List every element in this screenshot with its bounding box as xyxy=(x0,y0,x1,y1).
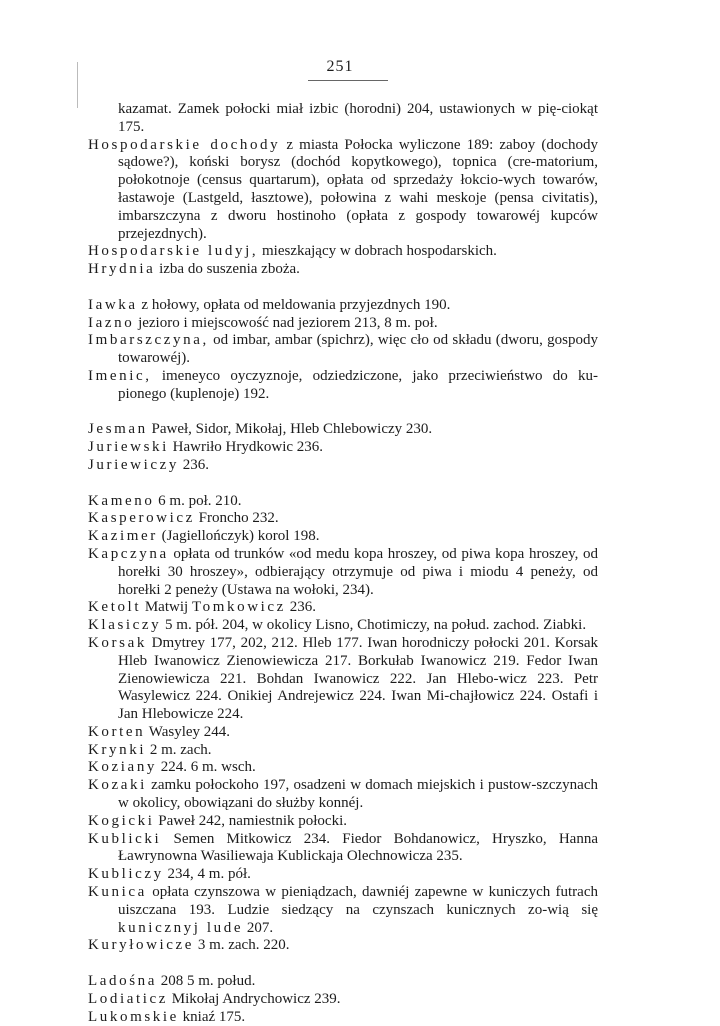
index-entry-korten xyxy=(88,724,598,742)
entry-headword: Lukomskie xyxy=(88,1008,179,1025)
entry-spaced-term: kunicznyj lude xyxy=(118,919,244,936)
index-entry-lukomskie xyxy=(88,1009,598,1026)
entry-headword: Juriewski xyxy=(88,439,169,456)
entry-text: zamku połockoho 197, osadzeni w domach miejskich i pustow-szczynach w okolicy, obowiązani do służby konnéj. xyxy=(118,777,598,812)
index-entry-kozaki xyxy=(88,777,598,813)
index-entry-ladosna xyxy=(88,973,598,991)
entry-text: Wasyley 244. xyxy=(145,723,231,740)
index-entry-juriewiczy xyxy=(88,457,598,475)
entry-text: imeneyco oyczyznoje, odziedziczone, jako przeciwieństwo do ku-pionego (kuplenoje) 192. xyxy=(118,367,598,402)
index-entry-kurylowicze xyxy=(88,937,598,955)
entry-headword: Hrydnia xyxy=(88,261,156,278)
entry-headword: Kunica xyxy=(88,884,147,901)
entry-headword: Kogicki xyxy=(88,812,155,829)
entry-headword: Kazimer xyxy=(88,528,158,545)
entry-headword: Kublicki xyxy=(88,830,162,847)
index-entry-iazno xyxy=(88,315,598,333)
entry-text: mieszkający w dobrach hospodarskich. xyxy=(258,243,497,260)
entry-headword: Kubliczy xyxy=(88,866,164,883)
entry-headword: Korsak xyxy=(88,634,147,651)
entry-text: opłata od trunków «od medu kopa hroszey, od piwa kopa hroszey, od horełki 30 hroszey», odbierający otrzymuje od piwa i miodu 4 peneży, od horełki 2 peneży (Ustawa na wołoki, 234). xyxy=(118,545,598,598)
section-gap xyxy=(88,279,598,297)
entry-headword: Kuryłowicze xyxy=(88,937,195,954)
index-entry-jesman xyxy=(88,421,598,439)
index-entry-kazamat xyxy=(88,101,598,137)
index-entry-kapczyna xyxy=(88,546,598,599)
entry-text: Mikołaj Andrychowicz 239. xyxy=(168,990,341,1007)
index-text xyxy=(88,101,598,1026)
index-entry-kunica xyxy=(88,884,598,937)
entry-headword: Hospodarskie ludyj, xyxy=(88,243,259,260)
entry-text: Paweł, Sidor, Mikołaj, Hleb Chlebowiczy 230. xyxy=(147,421,433,438)
entry-text: Matwij xyxy=(141,599,192,616)
index-entry-ketolt xyxy=(88,599,598,617)
entry-headword: Lodiaticz xyxy=(88,990,169,1007)
margin-mark xyxy=(77,62,78,108)
index-entry-klasiczy xyxy=(88,617,598,635)
index-entry-krynki xyxy=(88,742,598,760)
entry-text: Semen Mitkowicz 234. Fiedor Bohdanowicz, Hryszko, Hanna Ławrynowna Wasiliewaja Kublickaja Olechnowicza 235. xyxy=(118,830,598,865)
index-entry-kazimer xyxy=(88,528,598,546)
entry-text: z miasta Połocka wyliczone 189: zaboy (dochody sądowe?), koński borysz (dochód kopytkowego), topnica (cre-matorium, połokotnoje (census quartarum), opłata od sprzedaży łokcio-wych towarów, łastawoje (Lastgeld, łasztowe), połowina z wahi meskoje (pensa civitatis), imbarszczyna z dworu hostinoho (opłata z gospody towarowéj kupców przejezdnych). xyxy=(118,136,598,242)
entry-text: Paweł 242, namiestnik połocki. xyxy=(154,812,348,829)
section-gap xyxy=(88,475,598,493)
index-entry-kameno xyxy=(88,493,598,511)
index-entry-imenic xyxy=(88,368,598,404)
entry-text: 2 m. zach. xyxy=(146,741,212,758)
index-entry-juriewski xyxy=(88,439,598,457)
index-entry-hospodarskie-dochody xyxy=(88,137,598,244)
entry-headword: Koziany xyxy=(88,759,158,776)
index-entry-kublicki xyxy=(88,831,598,867)
entry-headword: Kozaki xyxy=(88,777,147,794)
entry-text: 5 m. pół. 204, w okolicy Lisno, Chotimiczy, na połud. zachod. Ziabki. xyxy=(161,617,587,634)
entry-text: 6 m. poł. 210. xyxy=(154,492,242,509)
index-entry-korsak xyxy=(88,635,598,724)
entry-text: Hawriło Hrydkowic 236. xyxy=(168,439,324,456)
entry-headword: Hospodarskie dochody xyxy=(88,136,281,153)
entry-text: z hołowy, opłata od meldowania przyjezdnych 190. xyxy=(137,296,451,313)
entry-headword: Imenic, xyxy=(88,367,152,384)
entry-text: 236. xyxy=(285,599,316,616)
page-number: 251 xyxy=(326,58,354,75)
entry-text: kniaź 175. xyxy=(178,1008,246,1025)
index-entry-lodiaticz xyxy=(88,991,598,1009)
entry-headword: Ladośna xyxy=(88,973,158,990)
entry-spaced-name: Tomkowicz xyxy=(191,599,286,616)
index-entry-hrydnia xyxy=(88,261,598,279)
section-gap xyxy=(88,404,598,422)
entry-headword: Kameno xyxy=(88,492,155,509)
index-entry-kasperowicz xyxy=(88,510,598,528)
entry-headword: Korten xyxy=(88,723,146,740)
index-entry-hospodarskie-ludyj xyxy=(88,243,598,261)
index-entry-kogicki xyxy=(88,813,598,831)
entry-text: 207. xyxy=(243,919,274,936)
entry-headword: Kapczyna xyxy=(88,545,169,562)
entry-headword: Klasiczy xyxy=(88,617,162,634)
entry-text: kazamat. Zamek połocki miał izbic (horodni) 204, ustawionych w pię-ciokąt 175. xyxy=(118,101,598,135)
entry-text: opłata czynszowa w pieniądzach, dawniéj zapewne w kuniczych futrach uiszczana 193. Ludzie siedzący na czynszach kunicznych zo-wią się xyxy=(118,884,598,918)
entry-text: 224. 6 m. wsch. xyxy=(157,759,256,776)
entry-text: Froncho 232. xyxy=(194,510,279,527)
entry-text: (Jagiellończyk) korol 198. xyxy=(157,528,320,545)
entry-text: 3 m. zach. 220. xyxy=(194,937,290,954)
entry-text: izba do suszenia zboża. xyxy=(155,261,300,278)
index-entry-iawka xyxy=(88,297,598,315)
entry-headword: Juriewiczy xyxy=(88,456,179,473)
index-entry-imbarszczyna xyxy=(88,332,598,368)
entry-headword: Krynki xyxy=(88,741,147,758)
entry-headword: Jesman xyxy=(88,421,148,438)
entry-text: 234, 4 m. pół. xyxy=(163,866,251,883)
entry-headword: Ketolt xyxy=(88,599,142,616)
entry-headword: Iazno xyxy=(88,314,135,331)
entry-headword: Iawka xyxy=(88,296,138,313)
index-entry-kubliczy xyxy=(88,866,598,884)
index-entry-koziany xyxy=(88,759,598,777)
entry-text: od imbar, ambar (spichrz), więc cło od składu (dworu, gospody towarowéj). xyxy=(118,332,598,367)
entry-headword: Kasperowicz xyxy=(88,510,195,527)
entry-text: jezioro i miejscowość nad jeziorem 213, 8 m. poł. xyxy=(134,314,438,331)
entry-text: Dmytrey 177, 202, 212. Hleb 177. Iwan horodniczy połocki 201. Korsak Hleb Iwanowicz Zienowiewicza 217. Borkułab Iwanowicz 219. Fedor Iwan Zienowiewicza 221. Bohdan Iwanowicz 222. Jan Hlebo-wicz 223. Petr Wasylewicz 224. Onikiej Andrejewicz 224. Iwan Mi-chajłowicz 224. Ostafi i Jan Hlebowicze 224. xyxy=(118,634,598,723)
section-gap xyxy=(88,955,598,973)
entry-text: 236. xyxy=(178,456,209,473)
entry-text: 208 5 m. połud. xyxy=(157,973,256,990)
page-number-rule xyxy=(308,80,388,81)
entry-headword: Imbarszczyna, xyxy=(88,332,209,349)
